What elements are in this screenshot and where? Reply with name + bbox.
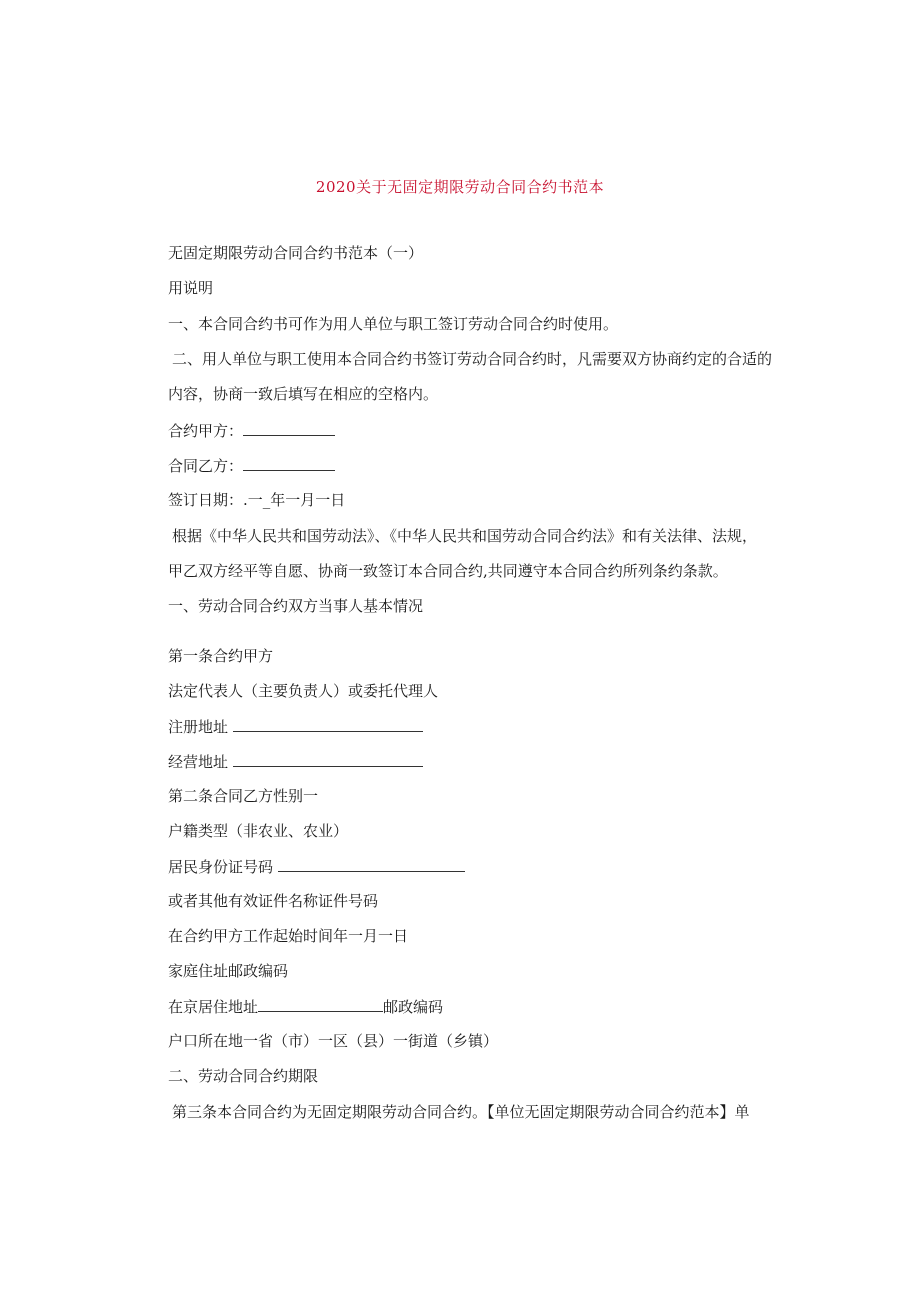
usage-note-2: 二、用人单位与职工使用本合同合约书签订劳动合同合约时，凡需要双方协商约定的合适的	[172, 350, 773, 368]
article-3-line: 第三条本合同合约为无固定期限劳动合同合约。【单位无固定期限劳动合同合约范本】单	[172, 1103, 750, 1121]
beijing-address-label: 在京居住地址	[168, 998, 259, 1016]
document-title: 2020关于无固定期限劳动合同合约书范本	[315, 178, 605, 196]
business-address-label: 经营地址	[168, 753, 229, 771]
household-location-line: 户口所在地一省（市）一区（县）一街道（乡镇）	[168, 1032, 499, 1050]
party-a-label: 合约甲方：	[168, 422, 244, 440]
article-1-heading: 第一条合约甲方	[168, 647, 274, 665]
sign-date-line: 签订日期：.一_年一月一日	[168, 491, 346, 509]
id-number-blank	[278, 856, 465, 872]
section-heading-parties: 一、劳动合同合约双方当事人基本情况	[168, 597, 424, 615]
usage-note-heading: 用说明	[168, 279, 214, 297]
party-b-line	[168, 455, 335, 476]
registered-address-blank	[233, 716, 423, 732]
usage-note-1: 一、本合同合约书可作为用人单位与职工签订劳动合同合约时使用。	[168, 315, 619, 333]
beijing-address-line	[168, 996, 443, 1017]
preamble-line-2: 甲乙双方经平等自愿、协商一致签订本合同合约,共同遵守本合同合约所列条约条款。	[168, 562, 728, 580]
registered-address-label: 注册地址	[168, 718, 229, 736]
registered-address-line	[168, 716, 423, 737]
party-b-blank	[243, 455, 335, 471]
id-number-line	[168, 856, 465, 877]
party-b-label: 合同乙方：	[168, 457, 244, 475]
beijing-address-blank	[258, 996, 383, 1012]
article-2-heading: 第二条合同乙方性别一	[168, 787, 319, 805]
party-a-blank	[243, 420, 335, 436]
legal-representative-line: 法定代表人（主要负责人）或委托代理人	[168, 682, 439, 700]
party-a-line	[168, 420, 335, 441]
section-heading-term: 二、劳动合同合约期限	[168, 1067, 319, 1085]
business-address-line	[168, 751, 423, 772]
other-id-line: 或者其他有效证件名称证件号码	[168, 892, 379, 910]
postal-code-label: 邮政编码	[383, 998, 444, 1016]
preamble-line-1: 根据《中华人民共和国劳动法》、《中华人民共和国劳动合同合约法》和有关法律、法规，	[172, 527, 758, 545]
household-type-line: 户籍类型（非农业、农业）	[168, 822, 349, 840]
business-address-blank	[233, 751, 423, 767]
section-heading-1: 无固定期限劳动合同合约书范本（一）	[168, 244, 424, 262]
home-address-line: 家庭住址邮政编码	[168, 962, 289, 980]
usage-note-2-cont: 内容，协商一致后填写在相应的空格内。	[168, 385, 439, 403]
employment-start-line: 在合约甲方工作起始时间年一月一日	[168, 927, 409, 945]
id-number-label: 居民身份证号码	[168, 858, 274, 876]
